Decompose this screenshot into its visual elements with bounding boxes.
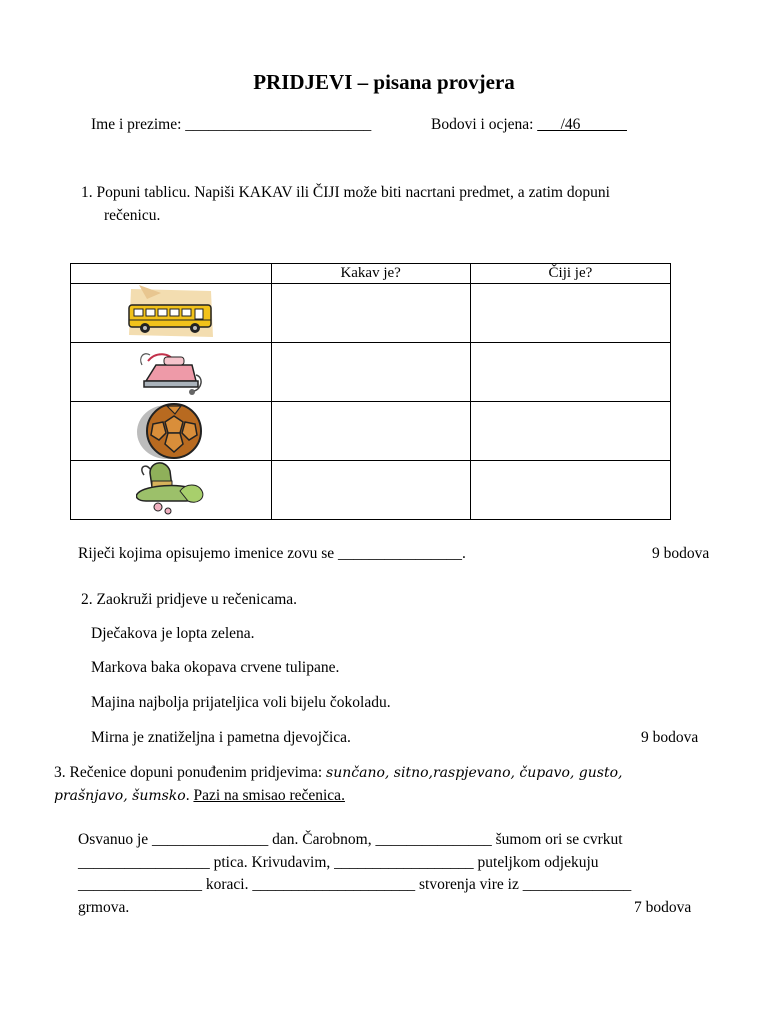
q2-sentence: Mirna je znatiželjna i pametna djevojčica. (91, 729, 351, 746)
table-cell-image (71, 402, 272, 461)
q3-text-line: grmova. (78, 899, 130, 916)
q3-text-line: Osvanuo je _______________ dan. Čarobnom, _______________ šumom ori se cvrkut (78, 831, 623, 848)
table-cell-kakav (271, 284, 470, 343)
q2-sentence: Dječakova je lopta zelena. (91, 625, 255, 642)
table-header-row (71, 264, 671, 284)
table-cell-kakav (271, 402, 470, 461)
q3-text-line: _________________ ptica. Krivudavim, __________________ puteljkom odjekuju (78, 854, 599, 871)
score-value: ___/46______ (537, 116, 627, 133)
hat-clipart-icon (136, 461, 206, 519)
q3-instruction-line1 (54, 764, 622, 782)
q2-sentence: Markova baka okopava crvene tulipane. (91, 659, 340, 676)
q3-word-list-end: . (185, 787, 194, 804)
q3-note: Pazi na smisao rečenica. (193, 787, 345, 804)
q2-sentence: Majina najbolja prijateljica voli bijelu čokoladu. (91, 694, 391, 711)
table-row (71, 402, 671, 461)
table-cell-kakav (271, 461, 470, 520)
table-header-kakav: Kakav je? (271, 264, 470, 284)
q3-word-list-2: prašnjavo, šumsko (54, 788, 186, 804)
football-clipart-icon (135, 402, 207, 460)
table-cell-kakav (271, 343, 470, 402)
bus-clipart-icon (125, 285, 217, 341)
table-cell-ciji (470, 343, 670, 402)
table-cell-ciji (470, 461, 670, 520)
name-field-label: Ime i prezime: ________________________ (91, 116, 372, 133)
q1-instruction-line1: 1. Popuni tablicu. Napiši KAKAV ili ČIJI može biti nacrtani predmet, a zatim dopuni (81, 184, 610, 201)
q3-word-list-1: sunčano, sitno,raspjevano, čupavo, gusto, (326, 765, 623, 781)
score-label: Bodovi i ocjena: (431, 116, 534, 133)
page-title: PRIDJEVI – pisana provjera (253, 70, 515, 94)
table-cell-image (71, 343, 272, 402)
table-cell-image (71, 461, 272, 520)
table-cell-ciji (470, 284, 670, 343)
table-cell-ciji (470, 402, 670, 461)
q1-points: 9 bodova (652, 545, 710, 562)
q1-sentence: Riječi kojima opisujemo imenice zovu se ________________. (78, 545, 466, 562)
adjective-table (70, 263, 671, 520)
table-row (71, 461, 671, 520)
table-row (71, 343, 671, 402)
q3-text-line: ________________ koraci. _____________________ stvorenja vire iz ______________ (78, 876, 632, 893)
q3-instruction-line2 (54, 787, 345, 805)
q2-instruction: 2. Zaokruži pridjeve u rečenicama. (81, 591, 298, 608)
table-cell-image (71, 284, 272, 343)
q1-instruction-line2: rečenicu. (104, 207, 161, 224)
table-header-empty (71, 264, 272, 284)
table-row (71, 284, 671, 343)
table-header-ciji: Čiji je? (470, 264, 670, 284)
q2-points: 9 bodova (641, 729, 699, 746)
iron-clipart-icon (136, 345, 206, 399)
q3-points: 7 bodova (634, 899, 692, 916)
q3-heading: 3. Rečenice dopuni ponuđenim pridjevima: (54, 764, 327, 781)
score-field (431, 116, 627, 134)
